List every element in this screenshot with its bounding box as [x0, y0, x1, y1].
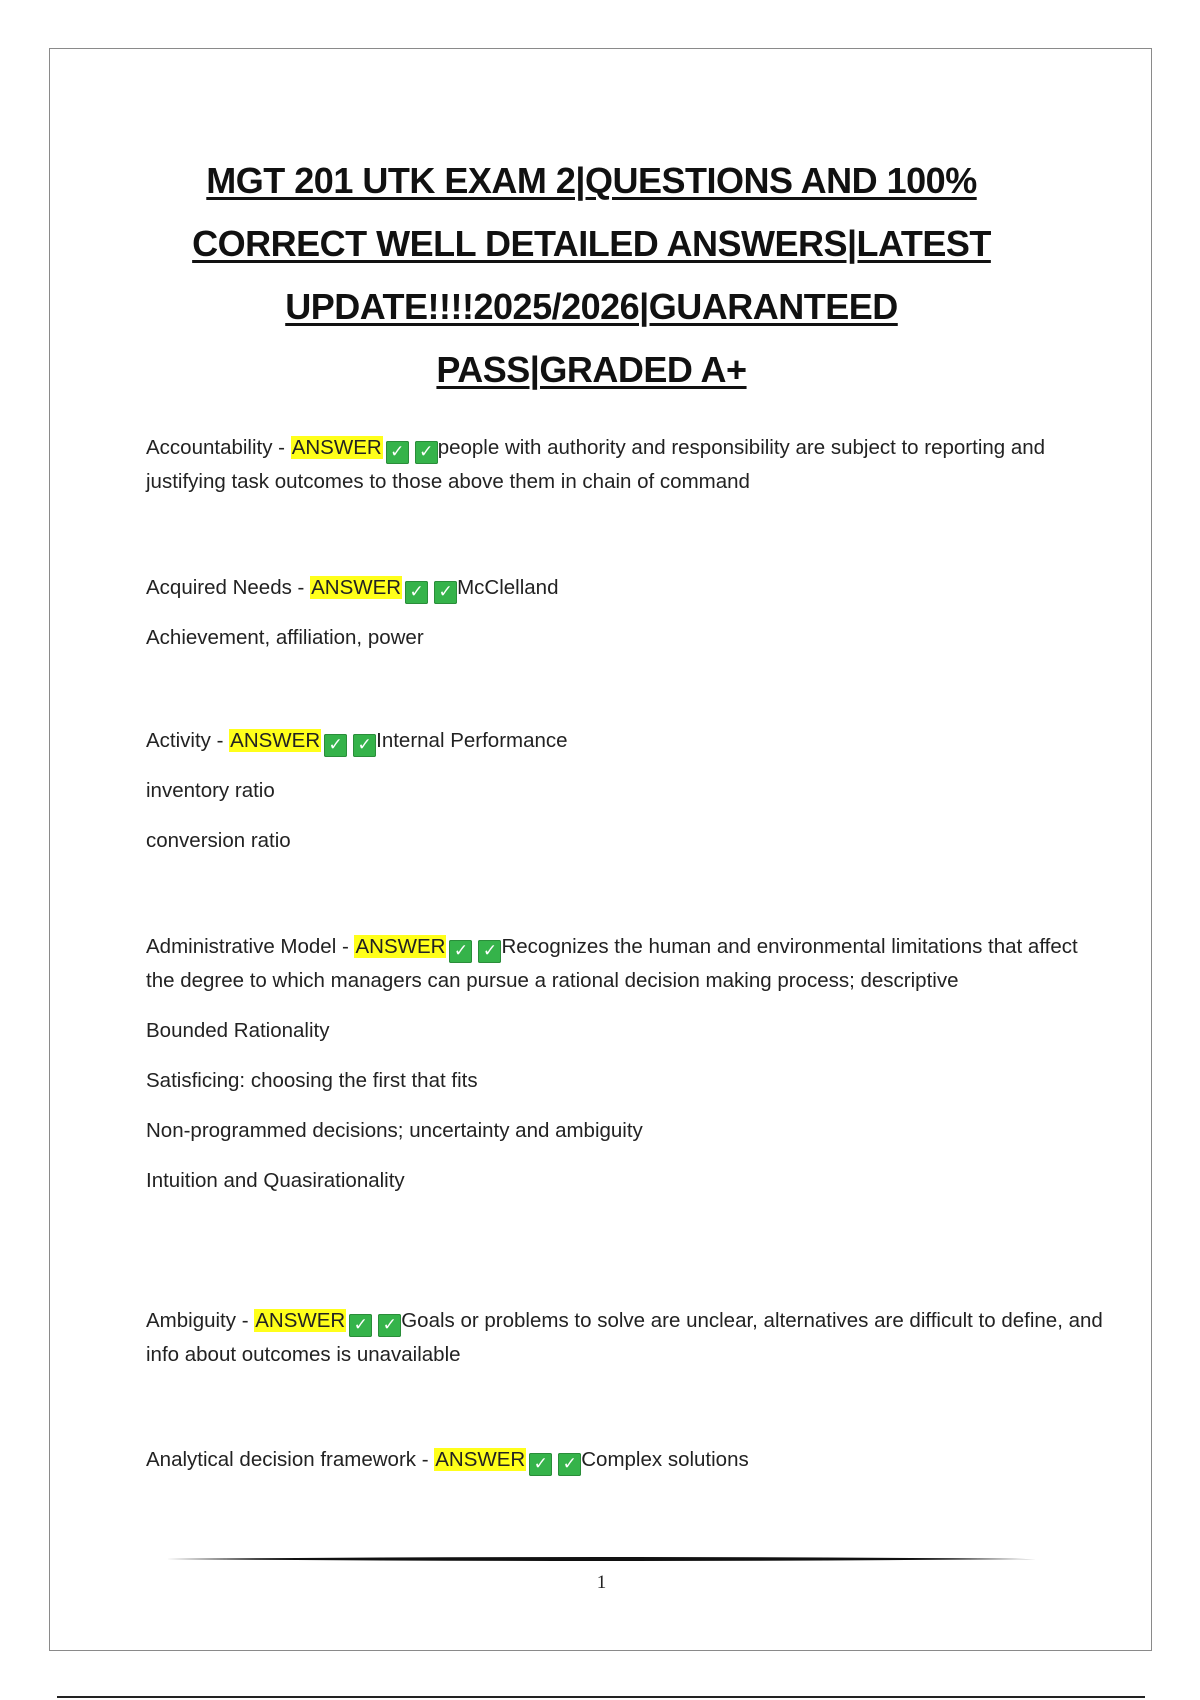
check-mark-icon: ✓: [415, 441, 438, 464]
detail-line: Non-programmed decisions; uncertainty and ambiguity: [146, 1119, 643, 1142]
qa-main-line: [146, 571, 1106, 605]
definition-text: people with authority and responsibility are subject to reporting and justifying task outcomes to those above them in chain of command: [146, 436, 1046, 493]
title-line: CORRECT WELL DETAILED ANSWERS|LATEST: [192, 223, 991, 264]
check-mark-icon: ✓: [386, 441, 409, 464]
title-line: UPDATE!!!!2025/2026|GUARANTEED: [285, 286, 898, 327]
answer-tag: ANSWER: [291, 436, 382, 459]
document-title: [170, 149, 1013, 401]
definition-text: Goals or problems to solve are unclear, alternatives are difficult to define, and info about outcomes is unavailable: [146, 1309, 1103, 1366]
check-mark-icon: ✓: [478, 940, 501, 963]
qa-main-line: [146, 431, 1106, 499]
check-mark-icon: ✓: [324, 734, 347, 757]
footer-divider: [166, 1556, 1036, 1562]
definition-text: McClelland: [457, 576, 559, 599]
term-label: Analytical decision framework -: [146, 1448, 435, 1471]
check-mark-icon: ✓: [449, 940, 472, 963]
answer-tag: ANSWER: [255, 1309, 346, 1332]
detail-line: Achievement, affiliation, power: [146, 626, 424, 649]
document-page: [49, 48, 1152, 1651]
check-mark-icon: ✓: [434, 581, 457, 604]
qa-entry-administrative-model: [146, 930, 1106, 1198]
qa-main-line: [146, 1443, 1106, 1477]
term-label: Ambiguity -: [146, 1309, 255, 1332]
qa-entry-analytical-decision-framework: [146, 1443, 1106, 1477]
detail-line: Bounded Rationality: [146, 1019, 330, 1042]
answer-tag: ANSWER: [230, 729, 321, 752]
detail-line: Intuition and Quasirationality: [146, 1169, 405, 1192]
definition-text: Recognizes the human and environmental limitations that affect the degree to which managers can pursue a rational decision making process; descriptive: [146, 935, 1078, 992]
answer-tag: ANSWER: [355, 935, 446, 958]
qa-main-line: [146, 724, 1106, 758]
check-mark-icon: ✓: [529, 1453, 552, 1476]
check-mark-icon: ✓: [378, 1314, 401, 1337]
qa-entry-ambiguity: [146, 1304, 1106, 1372]
term-label: Administrative Model -: [146, 935, 355, 958]
title-line: PASS|GRADED A+: [436, 349, 747, 390]
title-line: MGT 201 UTK EXAM 2|QUESTIONS AND 100%: [206, 160, 977, 201]
detail-line: conversion ratio: [146, 829, 291, 852]
qa-main-line: [146, 930, 1106, 998]
definition-text: Complex solutions: [581, 1448, 749, 1471]
term-label: Accountability -: [146, 436, 291, 459]
bottom-rule: [57, 1696, 1145, 1698]
page-number: 1: [596, 1572, 607, 1593]
qa-entry-activity: [146, 724, 1106, 858]
check-mark-icon: ✓: [558, 1453, 581, 1476]
detail-line: inventory ratio: [146, 779, 275, 802]
term-label: Activity -: [146, 729, 230, 752]
term-label: Acquired Needs -: [146, 576, 311, 599]
check-mark-icon: ✓: [353, 734, 376, 757]
answer-tag: ANSWER: [435, 1448, 526, 1471]
check-mark-icon: ✓: [349, 1314, 372, 1337]
definition-text: Internal Performance: [376, 729, 568, 752]
check-mark-icon: ✓: [405, 581, 428, 604]
qa-entry-accountability: [146, 431, 1106, 499]
qa-entry-acquired-needs: [146, 571, 1106, 655]
detail-line: Satisficing: choosing the first that fits: [146, 1069, 478, 1092]
qa-main-line: [146, 1304, 1106, 1372]
answer-tag: ANSWER: [311, 576, 402, 599]
